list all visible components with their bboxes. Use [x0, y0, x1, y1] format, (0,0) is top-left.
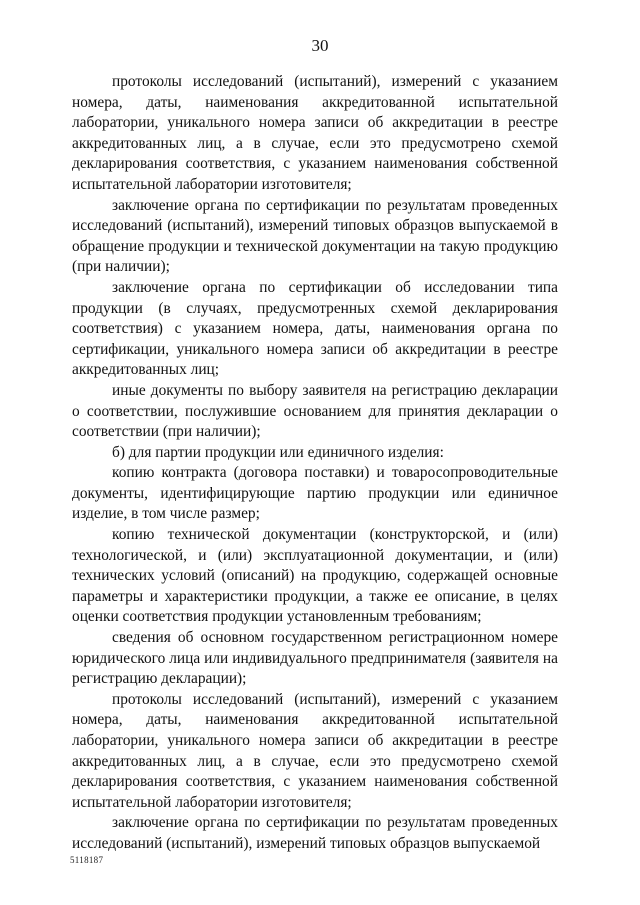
- paragraph-test-reports: протоколы исследований (испытаний), измерений с указанием номера, даты, наименования аккредитованной испытательной лаборатории, уникального номера записи об аккредитации в реестре аккредитованных лиц, а в случае, если это предусмотрено схемой декларирования соответствия, с указанием наименования собственной испытательной лаборатории изготовителя;: [72, 73, 558, 193]
- paragraph-certification-conclusion-2: заключение органа по сертификации по результатам проведенных исследований (испытаний), измерений типовых образцов выпускаемой: [72, 814, 558, 852]
- footer-code: 5118187: [70, 855, 104, 865]
- paragraph-technical-documentation: копию технической документации (конструкторской, и (или) технологической, и (или) эксплуатационной документации, и (или) технических условий (описаний) на продукцию, содержащей основные параметры и характеристики продукции, а также ее описание, в целях оценки соответствия продукции установленным требованиям;: [72, 526, 558, 626]
- page-number: 30: [311, 36, 329, 55]
- paragraph-type-study-conclusion: заключение органа по сертификации об исследовании типа продукции (в случаях, предусмотренных схемой декларирования соответствия) с указанием номера, даты, наименования органа по сертификации, уникального номера записи об аккредитации в реестре аккредитованных лиц;: [72, 278, 558, 379]
- paragraph-contract-copy: копию контракта (договора поставки) и товаросопроводительные документы, идентифицирующие партию продукции или единичное изделие, в том числе размер;: [72, 464, 558, 523]
- paragraph-registration-number: сведения об основном государственном регистрационном номере юридического лица или индивидуального предпринимателя (заявителя на регистрацию декларации);: [72, 629, 558, 688]
- paragraph-certification-conclusion: заключение органа по сертификации по результатам проведенных исследований (испытаний), измерений типовых образцов выпускаемой в обращение продукции и технической документации на такую продукцию (при наличии);: [72, 196, 558, 276]
- paragraph-other-documents: иные документы по выбору заявителя на регистрацию декларации о соответствии, послужившие основанием для принятия декларации о соответствии (при наличии);: [72, 381, 558, 441]
- document-body: [72, 72, 558, 855]
- paragraph-test-reports-2: протоколы исследований (испытаний), измерений с указанием номера, даты, наименования аккредитованной испытательной лаборатории, уникального номера записи об аккредитации в реестре аккредитованных лиц, а в случае, если это предусмотрено схемой декларирования соответствия, с указанием наименования собственной испытательной лаборатории изготовителя;: [72, 690, 558, 811]
- paragraph-batch-heading: б) для партии продукции или единичного изделия:: [112, 443, 444, 461]
